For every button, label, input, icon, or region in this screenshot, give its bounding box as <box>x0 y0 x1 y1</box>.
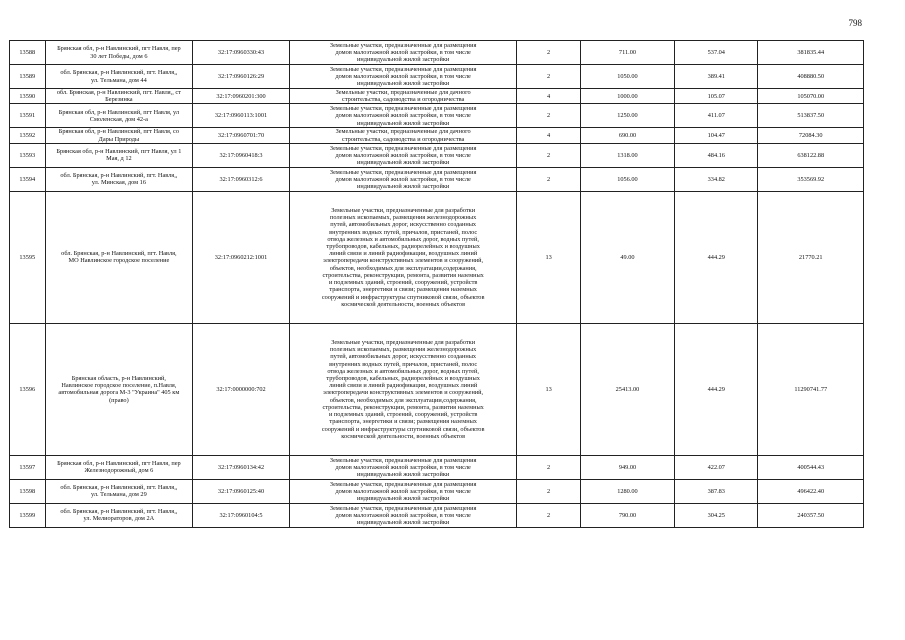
cell-land-use: Земельные участки, предназначенные для размещения домов малоэтажной жилой застройки, в том числе индивидуальной жилой застройки <box>289 104 517 128</box>
cell-area: 1000.00 <box>580 89 674 104</box>
cell-unit-value: 334.82 <box>675 167 758 191</box>
cell-unit-value: 537.04 <box>675 41 758 65</box>
table-row <box>10 455 864 479</box>
cell-area: 790.00 <box>580 503 674 527</box>
cell-cadastral-number: 32:17:0960104:5 <box>193 503 290 527</box>
cell-area: 690.00 <box>580 128 674 143</box>
cell-category: 4 <box>517 128 580 143</box>
cell-category: 2 <box>517 479 580 503</box>
cell-cadastral-cost: 240357.50 <box>758 503 864 527</box>
cell-category: 2 <box>517 65 580 89</box>
cell-record-id: 13591 <box>10 104 46 128</box>
cell-cadastral-cost: 408880.50 <box>758 65 864 89</box>
cell-cadastral-number: 32:17:0960418:3 <box>193 143 290 167</box>
cell-record-id: 13597 <box>10 455 46 479</box>
table-row <box>10 323 864 455</box>
cell-record-id: 13596 <box>10 323 46 455</box>
cell-record-id: 13599 <box>10 503 46 527</box>
cell-cadastral-number: 32:17:0960312:6 <box>193 167 290 191</box>
cell-category: 13 <box>517 323 580 455</box>
cell-category: 2 <box>517 503 580 527</box>
land-registry-table <box>9 40 864 528</box>
cell-area: 1250.00 <box>580 104 674 128</box>
cell-cadastral-number: 32:17:0000000:702 <box>193 323 290 455</box>
cell-category: 2 <box>517 167 580 191</box>
cell-cadastral-number: 32:17:0960212:1001 <box>193 191 290 323</box>
cell-category: 2 <box>517 104 580 128</box>
table-row <box>10 191 864 323</box>
cell-address: обл. Брянская, р-н Навлинский, пгт. Навля,, ул. Минская, дом 16 <box>45 167 193 191</box>
cell-unit-value: 104.47 <box>675 128 758 143</box>
table-row <box>10 479 864 503</box>
cell-land-use: Земельные участки, предназначенные для дачного строительства, садоводства и огородничества <box>289 128 517 143</box>
cell-cadastral-cost: 72084.30 <box>758 128 864 143</box>
cell-address: Брянская обл, р-н Навлинский, пгт Навля, пер 30 лет Победы, дом 6 <box>45 41 193 65</box>
cell-cadastral-number: 32:17:0960113:1001 <box>193 104 290 128</box>
cell-unit-value: 387.83 <box>675 479 758 503</box>
cell-cadastral-cost: 21770.21 <box>758 191 864 323</box>
cell-address: Брянская обл, р-н Навлинский, пгт Навля, пер Железнодорожный, дом 6 <box>45 455 193 479</box>
cell-area: 1050.00 <box>580 65 674 89</box>
cell-unit-value: 444.29 <box>675 323 758 455</box>
page-number: 798 <box>848 18 862 28</box>
cell-cadastral-cost: 353569.92 <box>758 167 864 191</box>
cell-cadastral-cost: 513837.50 <box>758 104 864 128</box>
cell-area: 1318.00 <box>580 143 674 167</box>
cell-area: 49.00 <box>580 191 674 323</box>
cell-area: 1056.00 <box>580 167 674 191</box>
cell-record-id: 13589 <box>10 65 46 89</box>
cell-cadastral-cost: 638122.88 <box>758 143 864 167</box>
cell-area: 1280.00 <box>580 479 674 503</box>
cell-cadastral-number: 32:17:0960330:43 <box>193 41 290 65</box>
cell-category: 13 <box>517 191 580 323</box>
cell-unit-value: 304.25 <box>675 503 758 527</box>
cell-category: 2 <box>517 143 580 167</box>
cell-unit-value: 444.29 <box>675 191 758 323</box>
cell-record-id: 13594 <box>10 167 46 191</box>
table-row <box>10 65 864 89</box>
cell-category: 4 <box>517 89 580 104</box>
cell-land-use: Земельные участки, предназначенные для разработки полезных ископаемых, размещения железнодорожных путей, автомобильных дорог, искусственно созданных внутренних водных путей, причалов, пристаней, полос отвода железных и автомобильных дорог, водных путей, трубопроводов, кабельных, радиорелейных и воздушных линий связи и линий радиофикации, воздушных линий электропередачи конструктивных элементов и сооружений, объектов, необходимых для эксплуатации,содержания, строительства, реконструкции, ремонта, развития наземных и подземных зданий, строений, сооружений, устройств транспорта, энергетики и связи; размещения наземных сооружений и инфраструктуры спутниковой связи, объектов космической деятельности, военных объектов <box>289 191 517 323</box>
table-row <box>10 89 864 104</box>
cell-address: Брянская обл, р-н Навлинский, пгт Навля, ул 1 Мая, д 12 <box>45 143 193 167</box>
table-body <box>10 41 864 528</box>
cell-unit-value: 105.07 <box>675 89 758 104</box>
table-row <box>10 128 864 143</box>
table-row <box>10 143 864 167</box>
cell-land-use: Земельные участки, предназначенные для дачного строительства, садоводства и огородничества <box>289 89 517 104</box>
cell-cadastral-cost: 400544.43 <box>758 455 864 479</box>
cell-record-id: 13592 <box>10 128 46 143</box>
cell-cadastral-number: 32:17:0960126:29 <box>193 65 290 89</box>
cell-unit-value: 422.07 <box>675 455 758 479</box>
cell-area: 711.00 <box>580 41 674 65</box>
cell-address: обл. Брянская, р-н Навлинский, пгт. Навля,, ул. Мелиораторов, дом 2А <box>45 503 193 527</box>
cell-address: Брянская обл, р-н Навлинский, пгт Навля, со Дары Природы <box>45 128 193 143</box>
cell-unit-value: 411.07 <box>675 104 758 128</box>
cell-land-use: Земельные участки, предназначенные для размещения домов малоэтажной жилой застройки, в том числе индивидуальной жилой застройки <box>289 455 517 479</box>
cell-address: обл. Брянская, р-н Навлинский, пгт. Навля, МО Навлинское городское поселение <box>45 191 193 323</box>
cell-cadastral-number: 32:17:0960701:70 <box>193 128 290 143</box>
cell-record-id: 13590 <box>10 89 46 104</box>
cell-category: 2 <box>517 41 580 65</box>
cell-cadastral-cost: 381835.44 <box>758 41 864 65</box>
cell-land-use: Земельные участки, предназначенные для размещения домов малоэтажной жилой застройки, в том числе индивидуальной жилой застройки <box>289 503 517 527</box>
cell-cadastral-cost: 105070.00 <box>758 89 864 104</box>
cell-address: Брянская область, р-н Навлинский, Навлинское городское поселение, п.Навля, автомобильная дорога М-3 "Украина" 405 км (право) <box>45 323 193 455</box>
cell-address: Брянская обл, р-н Навлинский, пгт Навля, ул Смоленская, дом 42-а <box>45 104 193 128</box>
cell-cadastral-number: 32:17:0960201:300 <box>193 89 290 104</box>
table-row <box>10 167 864 191</box>
cell-land-use: Земельные участки, предназначенные для размещения домов малоэтажной жилой застройки, в том числе индивидуальной жилой застройки <box>289 65 517 89</box>
cell-record-id: 13588 <box>10 41 46 65</box>
cell-record-id: 13595 <box>10 191 46 323</box>
cell-land-use: Земельные участки, предназначенные для размещения домов малоэтажной жилой застройки, в том числе индивидуальной жилой застройки <box>289 479 517 503</box>
cell-address: обл. Брянская, р-н Навлинский, пгт. Навля,, ул. Тельмана, дом 44 <box>45 65 193 89</box>
cell-category: 2 <box>517 455 580 479</box>
cell-cadastral-cost: 11290741.77 <box>758 323 864 455</box>
cell-unit-value: 389.41 <box>675 65 758 89</box>
cell-record-id: 13598 <box>10 479 46 503</box>
cell-address: обл. Брянская, р-н Навлинский, пгт. Навля,, ст Березинка <box>45 89 193 104</box>
table-row <box>10 41 864 65</box>
cell-record-id: 13593 <box>10 143 46 167</box>
cell-land-use: Земельные участки, предназначенные для размещения домов малоэтажной жилой застройки, в том числе индивидуальной жилой застройки <box>289 41 517 65</box>
cell-cadastral-number: 32:17:0960125:40 <box>193 479 290 503</box>
table-row <box>10 104 864 128</box>
cell-cadastral-cost: 496422.40 <box>758 479 864 503</box>
cell-land-use: Земельные участки, предназначенные для размещения домов малоэтажной жилой застройки, в том числе индивидуальной жилой застройки <box>289 167 517 191</box>
cell-area: 949.00 <box>580 455 674 479</box>
cell-cadastral-number: 32:17:0960134:42 <box>193 455 290 479</box>
cell-land-use: Земельные участки, предназначенные для размещения домов малоэтажной жилой застройки, в том числе индивидуальной жилой застройки <box>289 143 517 167</box>
table-row <box>10 503 864 527</box>
cell-land-use: Земельные участки, предназначенные для разработки полезных ископаемых, размещения железнодорожных путей, автомобильных дорог, искусственно созданных внутренних водных путей, причалов, пристаней, полос отвода железных и автомобильных дорог, водных путей, трубопроводов, кабельных, радиорелейных и воздушных линий связи и линий радиофикации, воздушных линий электропередачи конструктивных элементов и сооружений, объектов, необходимых для эксплуатации,содержания, строительства, реконструкции, ремонта, развития наземных и подземных зданий, строений, сооружений, устройств транспорта, энергетики и связи; размещения наземных сооружений и инфраструктуры спутниковой связи, объектов космической деятельности, военных объектов <box>289 323 517 455</box>
cell-area: 25413.00 <box>580 323 674 455</box>
cell-address: обл. Брянская, р-н Навлинский, пгт. Навля,, ул. Тельмана, дом 29 <box>45 479 193 503</box>
cell-unit-value: 484.16 <box>675 143 758 167</box>
